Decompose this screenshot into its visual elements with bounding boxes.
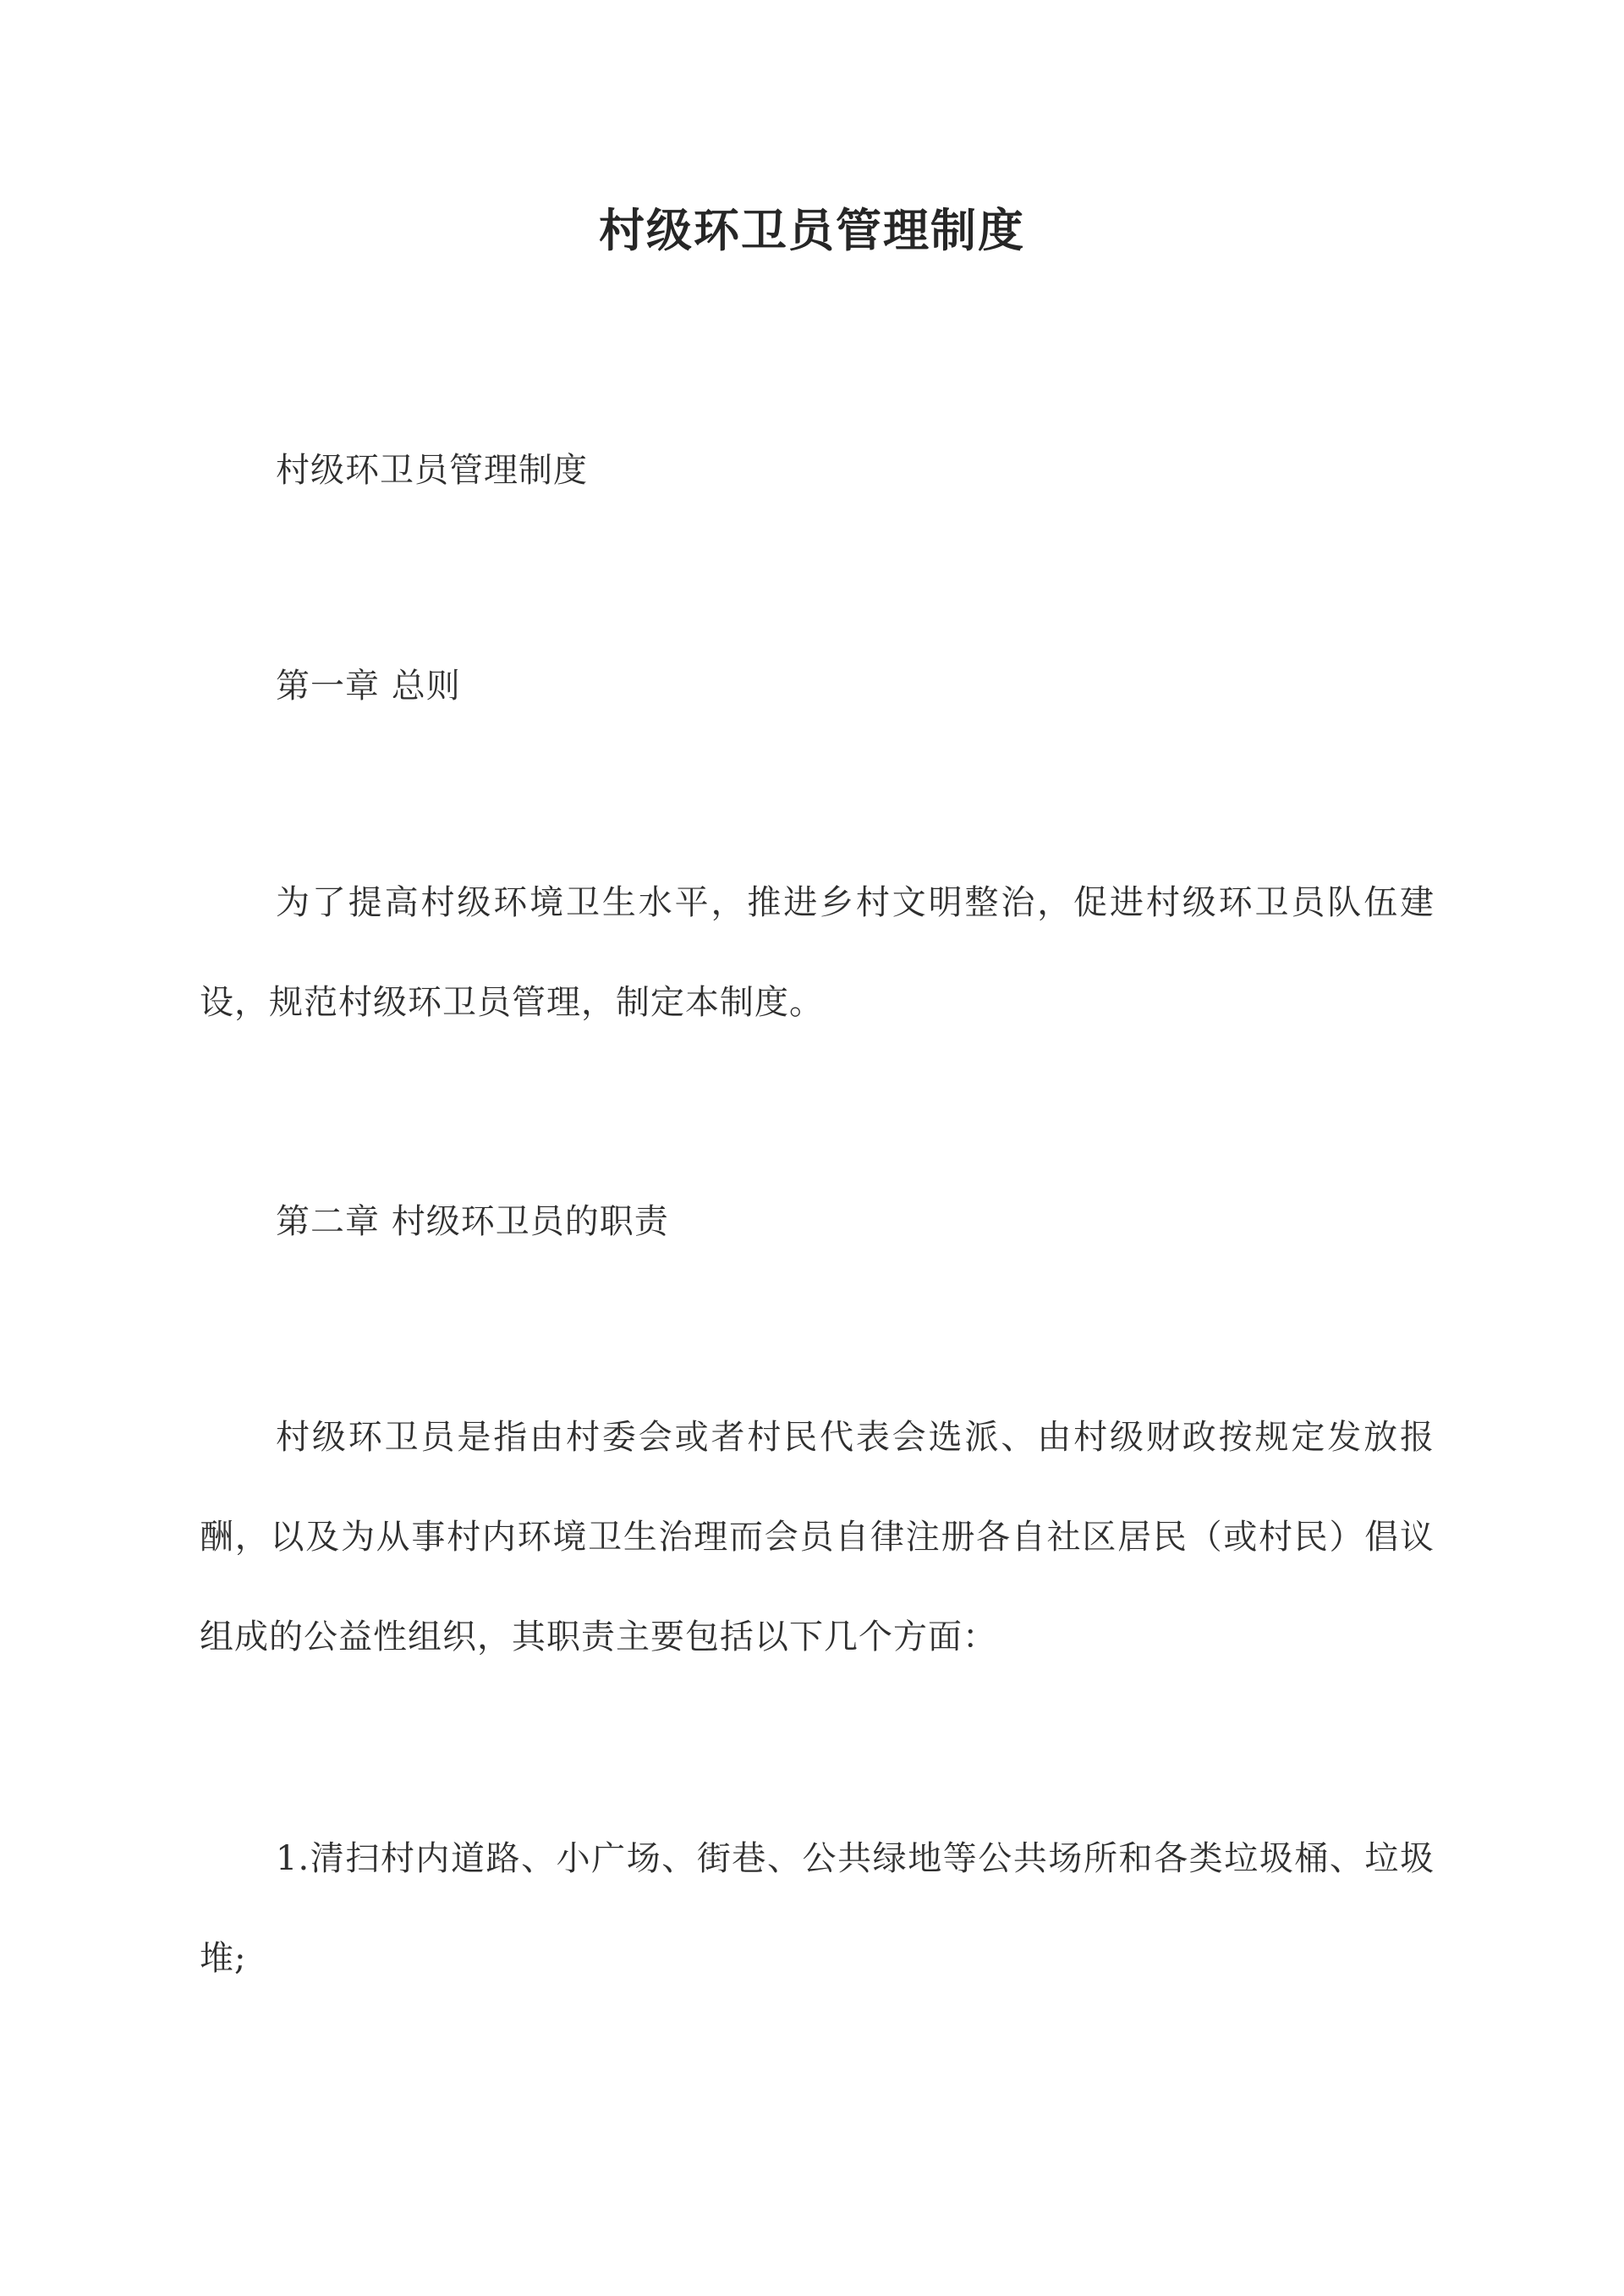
paragraph-chapter-2-heading: 第二章 村级环卫员的职责 (276, 1202, 669, 1241)
paragraph-list-item-1: 1.清扫村内道路、小广场、街巷、公共绿地等公共场所和各类垃圾桶、垃圾堆; (200, 1839, 1435, 1978)
paragraph-chapter-1-body: 为了提高村级环境卫生水平，推进乡村文明整治，促进村级环卫员队伍建设，规范村级环卫员管理，制定本制度。 (200, 883, 1435, 1022)
paragraph-chapter-2-body: 村级环卫员是指由村委会或者村民代表会选派、由村级财政按规定发放报酬，以及为从事村内环境卫生治理而会员自律注册各自社区居民（或村民）倡议组成的公益性组织，其职责主要包括以下几个方面： (200, 1418, 1435, 1656)
paragraph-chapter-1-heading: 第一章 总则 (276, 667, 461, 706)
document-title: 村级环卫员管理制度 (599, 203, 1025, 257)
paragraph-subtitle: 村级环卫员管理制度 (276, 451, 588, 490)
